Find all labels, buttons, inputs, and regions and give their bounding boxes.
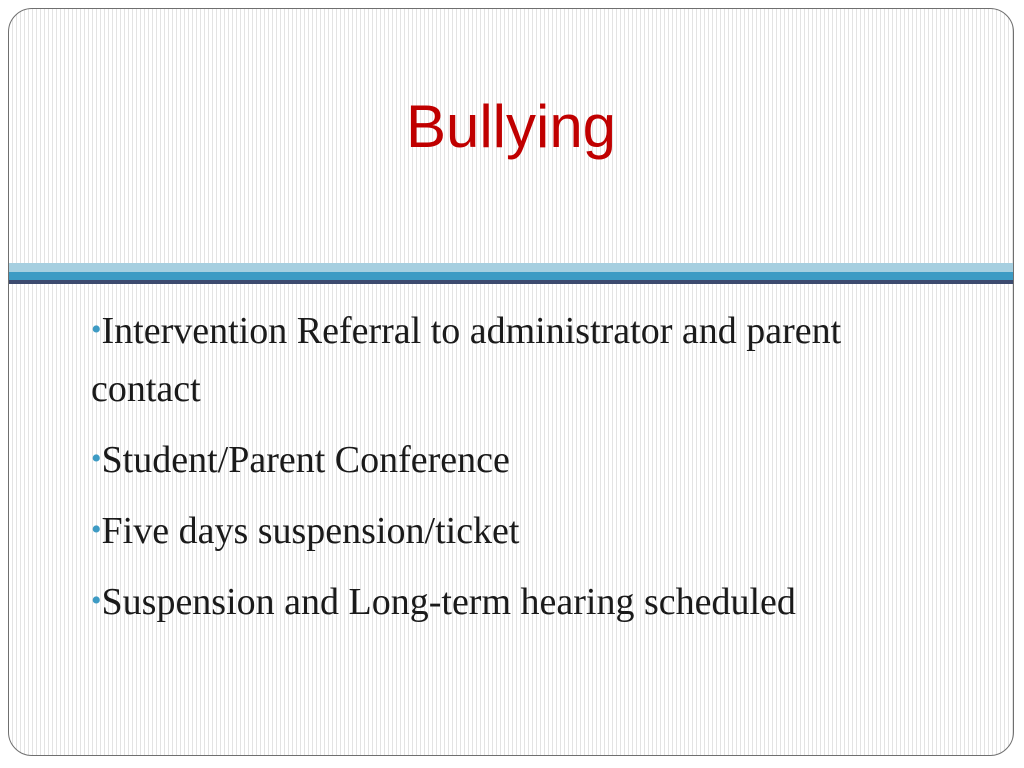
bullet-item	[91, 501, 951, 560]
bullet-dot-icon: •	[91, 313, 102, 346]
divider-band-mid	[9, 272, 1013, 280]
bullet-text: Suspension and Long-term hearing scheduled	[101, 581, 796, 623]
bullet-dot-icon: •	[91, 513, 102, 546]
bullet-dot-icon: •	[91, 442, 102, 475]
bullet-text: Student/Parent Conference	[101, 439, 510, 481]
bullet-text: Five days suspension/ticket	[101, 510, 520, 552]
bullet-dot-icon: •	[91, 584, 102, 617]
divider-band-dark	[9, 280, 1013, 284]
bullet-list	[91, 301, 951, 643]
bullet-item	[91, 430, 951, 489]
slide-title: Bullying	[405, 93, 617, 160]
slide	[8, 8, 1014, 756]
bullet-text: Intervention Referral to administrator and parent contact	[91, 310, 842, 410]
bullet-item	[91, 301, 951, 418]
title-divider	[9, 263, 1013, 289]
bullet-item	[91, 572, 951, 631]
divider-band-light	[9, 263, 1013, 272]
